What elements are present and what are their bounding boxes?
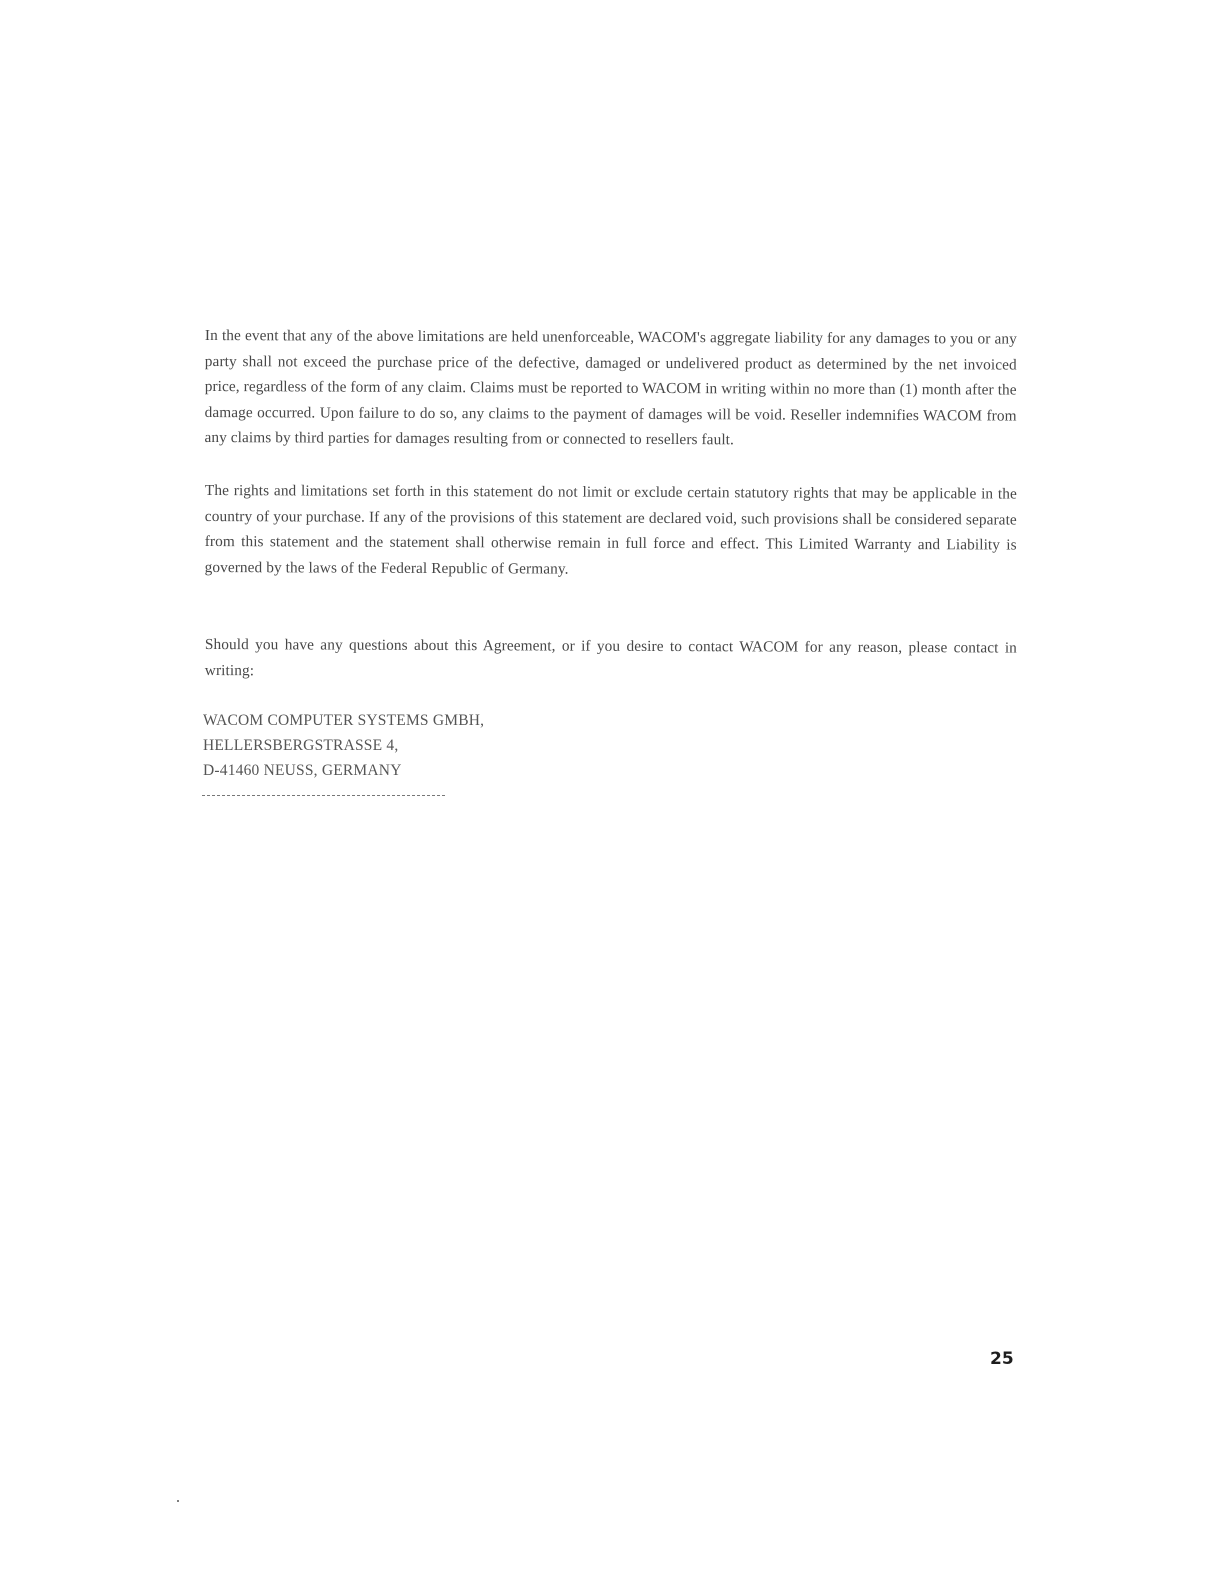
contact-paragraph: Should you have any questions about this Agreement, or if you desire to contact WACOM for any reason, please contact in writing:: [204, 635, 1017, 679]
address-line-city: D-41460 NEUSS, GERMANY: [203, 762, 402, 779]
statutory-rights-paragraph: The rights and limitations set forth in this statement do not limit or exclude certain statutory rights that may be applicable in the country of your purchase. If any of the provisions of this statement are declared void, such provisions shall be considered separate from this statement and the statement shall otherwise remain in full force and effect. This Limited Warranty and Liability is governed by the laws of the Federal Republic of Germany.: [204, 481, 1017, 578]
dashed-divider: [202, 795, 445, 796]
address-line-street: HELLERSBERGSTRASSE 4,: [203, 737, 399, 754]
liability-paragraph: In the event that any of the above limitations are held unenforceable, WACOM's aggregate liability for any damages to you or any party shall not exceed the purchase price of the defective, damaged or undelivered product as determined by the net invoiced price, regardless of the form of any claim. Claims must be reported to WACOM in writing within no more than (1) month after the damage occurred. Upon failure to do so, any claims to the payment of damages will be void. Reseller indemnifies WACOM from any claims by third parties for damages resulting from or connected to resellers fault.: [204, 326, 1017, 449]
mailing-address: [203, 708, 484, 783]
address-line-company: WACOM COMPUTER SYSTEMS GMBH,: [203, 712, 485, 729]
page-number: 25: [990, 1349, 1014, 1369]
scan-speck: [177, 1500, 179, 1502]
